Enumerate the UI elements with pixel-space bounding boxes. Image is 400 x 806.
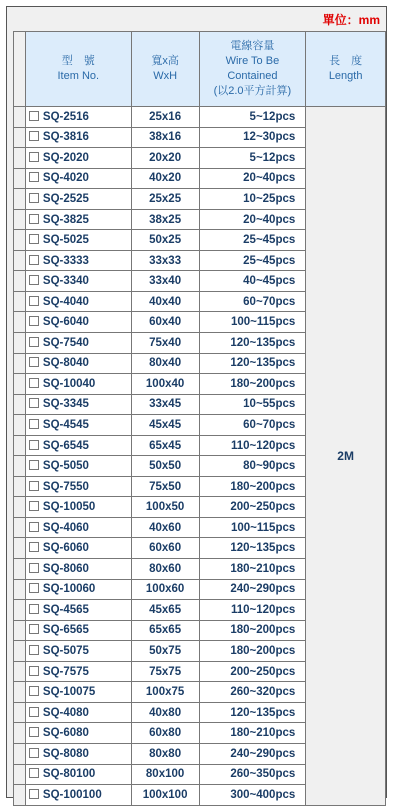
- wxh-cell: 45x65: [131, 600, 199, 621]
- row-stub: [14, 620, 26, 641]
- row-stub: [14, 682, 26, 703]
- header-item-zh: 型 號: [61, 55, 95, 67]
- wire-capacity-cell: 10~55pcs: [199, 394, 306, 415]
- row-stub: [14, 394, 26, 415]
- wxh-cell: 40x40: [131, 291, 199, 312]
- item-no-cell: [25, 682, 131, 703]
- item-no-cell: [25, 394, 131, 415]
- row-checkbox[interactable]: [29, 727, 39, 737]
- header-item-no: [25, 32, 131, 107]
- item-no-text: SQ-7575: [42, 665, 89, 678]
- header-wire-zh: 電線容量: [230, 40, 275, 52]
- wire-capacity-cell: 180~210pcs: [199, 723, 306, 744]
- row-checkbox[interactable]: [29, 357, 39, 367]
- wxh-cell: 40x80: [131, 702, 199, 723]
- item-no-text: SQ-3345: [42, 398, 89, 411]
- item-no-cell: [25, 538, 131, 559]
- row-stub: [14, 476, 26, 497]
- item-no-text: SQ-8040: [42, 357, 89, 370]
- wire-capacity-cell: 20~40pcs: [199, 168, 306, 189]
- wxh-cell: 50x25: [131, 230, 199, 251]
- wire-capacity-cell: 260~350pcs: [199, 764, 306, 785]
- header-length-zh: 長 度: [329, 55, 363, 67]
- item-no-text: SQ-4020: [42, 172, 89, 185]
- item-no-cell: [25, 250, 131, 271]
- wire-capacity-cell: 180~200pcs: [199, 374, 306, 395]
- row-checkbox[interactable]: [29, 440, 39, 450]
- wxh-cell: 38x25: [131, 209, 199, 230]
- row-stub: [14, 230, 26, 251]
- header-length: [306, 32, 386, 107]
- row-checkbox[interactable]: [29, 748, 39, 758]
- item-no-cell: [25, 230, 131, 251]
- row-stub: [14, 661, 26, 682]
- wire-capacity-cell: 5~12pcs: [199, 148, 306, 169]
- item-no-text: SQ-3825: [42, 213, 89, 226]
- header-item-en: Item No.: [57, 70, 100, 82]
- row-checkbox[interactable]: [29, 131, 39, 141]
- item-no-cell: [25, 148, 131, 169]
- wxh-cell: 50x75: [131, 641, 199, 662]
- row-stub: [14, 415, 26, 436]
- wire-capacity-cell: 25~45pcs: [199, 230, 306, 251]
- row-checkbox[interactable]: [29, 234, 39, 244]
- wxh-cell: 33x40: [131, 271, 199, 292]
- spec-table: [13, 31, 386, 806]
- row-stub: [14, 291, 26, 312]
- item-no-text: SQ-4565: [42, 603, 89, 616]
- item-no-cell: [25, 456, 131, 477]
- wire-capacity-cell: 240~290pcs: [199, 579, 306, 600]
- row-stub: [14, 168, 26, 189]
- row-checkbox[interactable]: [29, 604, 39, 614]
- item-no-cell: [25, 333, 131, 354]
- item-no-text: SQ-4040: [42, 295, 89, 308]
- wxh-cell: 80x100: [131, 764, 199, 785]
- wire-capacity-cell: 80~90pcs: [199, 456, 306, 477]
- wire-capacity-cell: 180~200pcs: [199, 476, 306, 497]
- row-checkbox[interactable]: [29, 624, 39, 634]
- item-no-cell: [25, 271, 131, 292]
- item-no-cell: [25, 291, 131, 312]
- item-no-cell: [25, 785, 131, 806]
- item-no-text: SQ-6060: [42, 542, 89, 555]
- row-checkbox[interactable]: [29, 583, 39, 593]
- header-wxh-zh: 寬x高: [151, 55, 179, 67]
- row-checkbox[interactable]: [29, 214, 39, 224]
- item-no-cell: [25, 661, 131, 682]
- wire-capacity-cell: 100~115pcs: [199, 517, 306, 538]
- wxh-cell: 40x60: [131, 517, 199, 538]
- item-no-text: SQ-2525: [42, 192, 89, 205]
- row-checkbox[interactable]: [29, 460, 39, 470]
- item-no-cell: [25, 107, 131, 128]
- wxh-cell: 75x75: [131, 661, 199, 682]
- item-no-cell: [25, 559, 131, 580]
- item-no-text: SQ-4060: [42, 521, 89, 534]
- wxh-cell: 60x40: [131, 312, 199, 333]
- row-stub: [14, 209, 26, 230]
- row-stub: [14, 189, 26, 210]
- item-no-cell: [25, 600, 131, 621]
- header-wire-note: (以2.0平方計算): [213, 85, 292, 97]
- row-checkbox[interactable]: [29, 522, 39, 532]
- item-no-cell: [25, 374, 131, 395]
- row-checkbox[interactable]: [29, 316, 39, 326]
- wxh-cell: 45x45: [131, 415, 199, 436]
- item-no-cell: [25, 579, 131, 600]
- item-no-cell: [25, 702, 131, 723]
- row-checkbox[interactable]: [29, 481, 39, 491]
- row-checkbox[interactable]: [29, 419, 39, 429]
- header-wxh: [131, 32, 199, 107]
- item-no-cell: [25, 517, 131, 538]
- item-no-cell: [25, 189, 131, 210]
- row-stub: [14, 148, 26, 169]
- row-checkbox[interactable]: [29, 501, 39, 511]
- wire-capacity-cell: 5~12pcs: [199, 107, 306, 128]
- row-stub: [14, 456, 26, 477]
- item-no-text: SQ-2516: [42, 110, 89, 123]
- row-stub: [14, 723, 26, 744]
- item-no-text: SQ-3816: [42, 131, 89, 144]
- wire-capacity-cell: 120~135pcs: [199, 333, 306, 354]
- item-no-text: SQ-4080: [42, 706, 89, 719]
- row-checkbox[interactable]: [29, 172, 39, 182]
- item-no-cell: [25, 743, 131, 764]
- wxh-cell: 20x20: [131, 148, 199, 169]
- row-stub: [14, 374, 26, 395]
- length-cell: 2M: [306, 107, 386, 806]
- row-stub: [14, 497, 26, 518]
- row-checkbox[interactable]: [29, 152, 39, 162]
- row-stub: [14, 107, 26, 128]
- item-no-text: SQ-10060: [42, 583, 96, 596]
- item-no-cell: [25, 127, 131, 148]
- item-no-cell: [25, 620, 131, 641]
- row-checkbox[interactable]: [29, 789, 39, 799]
- item-no-text: SQ-6080: [42, 727, 89, 740]
- wxh-cell: 25x25: [131, 189, 199, 210]
- item-no-text: SQ-6545: [42, 439, 89, 452]
- item-no-text: SQ-80100: [42, 768, 96, 781]
- row-stub: [14, 785, 26, 806]
- wxh-cell: 40x20: [131, 168, 199, 189]
- header-wire: [199, 32, 306, 107]
- row-checkbox[interactable]: [29, 378, 39, 388]
- item-no-text: SQ-7540: [42, 336, 89, 349]
- row-stub: [14, 312, 26, 333]
- row-checkbox[interactable]: [29, 768, 39, 778]
- item-no-text: SQ-7550: [42, 480, 89, 493]
- item-no-text: SQ-8080: [42, 747, 89, 760]
- item-no-text: SQ-5050: [42, 460, 89, 473]
- wire-capacity-cell: 180~200pcs: [199, 620, 306, 641]
- row-stub: [14, 559, 26, 580]
- item-no-text: SQ-8060: [42, 562, 89, 575]
- wire-capacity-cell: 60~70pcs: [199, 415, 306, 436]
- item-no-text: SQ-2020: [42, 151, 89, 164]
- row-checkbox[interactable]: [29, 193, 39, 203]
- header-row: [14, 32, 386, 107]
- row-checkbox[interactable]: [29, 296, 39, 306]
- wire-capacity-cell: 180~210pcs: [199, 559, 306, 580]
- wire-capacity-cell: 200~250pcs: [199, 661, 306, 682]
- wire-capacity-cell: 10~25pcs: [199, 189, 306, 210]
- row-stub: [14, 250, 26, 271]
- wxh-cell: 50x50: [131, 456, 199, 477]
- wxh-cell: 75x50: [131, 476, 199, 497]
- row-checkbox[interactable]: [29, 686, 39, 696]
- wxh-cell: 33x45: [131, 394, 199, 415]
- wire-capacity-cell: 260~320pcs: [199, 682, 306, 703]
- item-no-cell: [25, 764, 131, 785]
- row-stub: [14, 435, 26, 456]
- item-no-text: SQ-6040: [42, 316, 89, 329]
- row-checkbox[interactable]: [29, 255, 39, 265]
- wxh-cell: 80x40: [131, 353, 199, 374]
- item-no-text: SQ-100100: [42, 788, 102, 801]
- wxh-cell: 75x40: [131, 333, 199, 354]
- item-no-cell: [25, 723, 131, 744]
- item-no-cell: [25, 641, 131, 662]
- unit-label: 單位：mm: [322, 13, 380, 27]
- wire-capacity-cell: 20~40pcs: [199, 209, 306, 230]
- wire-capacity-cell: 180~200pcs: [199, 641, 306, 662]
- row-stub: [14, 743, 26, 764]
- header-wire-en-2: Contained: [227, 70, 278, 82]
- wxh-cell: 80x60: [131, 559, 199, 580]
- table-body: [14, 107, 386, 806]
- row-checkbox[interactable]: [29, 275, 39, 285]
- wxh-cell: 100x50: [131, 497, 199, 518]
- row-checkbox[interactable]: [29, 666, 39, 676]
- row-stub: [14, 702, 26, 723]
- row-stub: [14, 127, 26, 148]
- row-checkbox[interactable]: [29, 563, 39, 573]
- item-no-text: SQ-10075: [42, 686, 96, 699]
- wire-capacity-cell: 120~135pcs: [199, 538, 306, 559]
- row-stub: [14, 579, 26, 600]
- wire-capacity-cell: 200~250pcs: [199, 497, 306, 518]
- item-no-cell: [25, 168, 131, 189]
- spec-table-panel: [6, 6, 387, 801]
- item-no-cell: [25, 415, 131, 436]
- wxh-cell: 38x16: [131, 127, 199, 148]
- wxh-cell: 33x33: [131, 250, 199, 271]
- row-stub: [14, 764, 26, 785]
- header-wire-en-1: Wire To Be: [225, 55, 280, 67]
- row-stub: [14, 271, 26, 292]
- header-wxh-en: WxH: [153, 70, 178, 82]
- wire-capacity-cell: 110~120pcs: [199, 435, 306, 456]
- wire-capacity-cell: 12~30pcs: [199, 127, 306, 148]
- wxh-cell: 25x16: [131, 107, 199, 128]
- item-no-cell: [25, 497, 131, 518]
- item-no-cell: [25, 312, 131, 333]
- row-checkbox[interactable]: [29, 542, 39, 552]
- wxh-cell: 60x60: [131, 538, 199, 559]
- wire-capacity-cell: 120~135pcs: [199, 702, 306, 723]
- wire-capacity-cell: 240~290pcs: [199, 743, 306, 764]
- header-stub: [14, 32, 26, 107]
- wxh-cell: 60x80: [131, 723, 199, 744]
- wire-capacity-cell: 300~400pcs: [199, 785, 306, 806]
- item-no-text: SQ-4545: [42, 418, 89, 431]
- item-no-text: SQ-10040: [42, 377, 96, 390]
- row-stub: [14, 333, 26, 354]
- wire-capacity-cell: 110~120pcs: [199, 600, 306, 621]
- item-no-cell: [25, 353, 131, 374]
- wxh-cell: 100x60: [131, 579, 199, 600]
- wxh-cell: 100x75: [131, 682, 199, 703]
- row-stub: [14, 517, 26, 538]
- item-no-text: SQ-3333: [42, 254, 89, 267]
- wxh-cell: 100x100: [131, 785, 199, 806]
- item-no-cell: [25, 476, 131, 497]
- row-stub: [14, 353, 26, 374]
- row-checkbox[interactable]: [29, 337, 39, 347]
- row-checkbox[interactable]: [29, 111, 39, 121]
- row-stub: [14, 641, 26, 662]
- wire-capacity-cell: 60~70pcs: [199, 291, 306, 312]
- wxh-cell: 65x45: [131, 435, 199, 456]
- item-no-text: SQ-5025: [42, 234, 89, 247]
- wire-capacity-cell: 25~45pcs: [199, 250, 306, 271]
- wire-capacity-cell: 40~45pcs: [199, 271, 306, 292]
- item-no-cell: [25, 435, 131, 456]
- wxh-cell: 80x80: [131, 743, 199, 764]
- header-length-en: Length: [328, 70, 363, 82]
- row-checkbox[interactable]: [29, 398, 39, 408]
- row-checkbox[interactable]: [29, 645, 39, 655]
- wire-capacity-cell: 120~135pcs: [199, 353, 306, 374]
- table-row: [14, 107, 386, 128]
- item-no-text: SQ-3340: [42, 275, 89, 288]
- wxh-cell: 65x65: [131, 620, 199, 641]
- item-no-text: SQ-10050: [42, 501, 96, 514]
- wxh-cell: 100x40: [131, 374, 199, 395]
- row-stub: [14, 538, 26, 559]
- item-no-text: SQ-6565: [42, 624, 89, 637]
- item-no-cell: [25, 209, 131, 230]
- wire-capacity-cell: 100~115pcs: [199, 312, 306, 333]
- row-stub: [14, 600, 26, 621]
- item-no-text: SQ-5075: [42, 644, 89, 657]
- row-checkbox[interactable]: [29, 707, 39, 717]
